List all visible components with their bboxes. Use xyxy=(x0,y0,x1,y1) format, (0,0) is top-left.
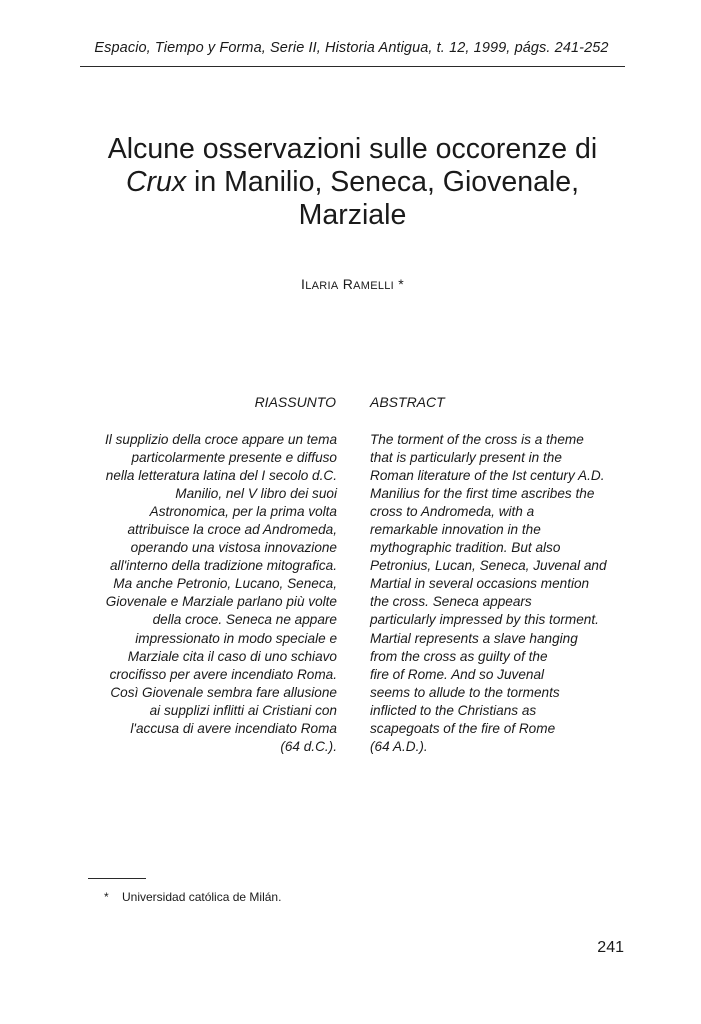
author-byline xyxy=(200,276,505,292)
abstract-line: mythographic tradition. But also xyxy=(370,540,561,556)
footnote-mark: * xyxy=(104,890,109,904)
abstract-line: Roman literature of the Ist century A.D. xyxy=(370,468,605,484)
footnote-rule xyxy=(88,878,146,879)
abstract-line: Petronius, Lucan, Seneca, Juvenal and xyxy=(370,558,607,574)
abstract-line: Martial in several occasions mention xyxy=(370,576,590,592)
abstract-line: particularly impressed by this torment. xyxy=(370,612,599,628)
riassunto-line: Ma anche Petronio, Lucano, Seneca, xyxy=(113,576,337,592)
title-line-3: Marziale xyxy=(298,199,407,231)
footnote xyxy=(104,890,281,904)
abstract-line: from the cross as guilty of the xyxy=(370,648,548,664)
abstract-line: cross to Andromeda, with a xyxy=(370,504,535,520)
riassunto-line: all'interno della tradizione mitografica. xyxy=(109,558,337,574)
riassunto-line: attribuisce la croce ad Andromeda, xyxy=(127,522,337,538)
riassunto-line: operando una vistosa innovazione xyxy=(130,540,337,556)
author-first-rest: LARIA xyxy=(305,280,339,292)
author-first-initial: I xyxy=(300,276,306,292)
riassunto-line: Così Giovenale sembra fare allusione xyxy=(110,684,337,700)
riassunto-line: Manilio, nel V libro dei suoi xyxy=(175,486,337,502)
article-title xyxy=(70,133,635,232)
riassunto-line: ai supplizi inflitti ai Cristiani con xyxy=(149,702,337,718)
abstract-line: that is particularly present in the xyxy=(370,450,562,466)
author-last-initial: R xyxy=(342,276,354,292)
abstract-line: the cross. Seneca appears xyxy=(370,594,532,610)
riassunto-line: Astronomica, per la prima volta xyxy=(149,504,337,520)
abstract-line: seems to allude to the torments xyxy=(370,684,560,700)
riassunto-heading: RIASSUNTO xyxy=(254,394,336,410)
title-line-2: in Manilio, Seneca, Giovenale, xyxy=(186,166,580,198)
riassunto-line: l'accusa di avere incendiato Roma xyxy=(130,720,337,736)
abstract-heading: ABSTRACT xyxy=(370,394,445,410)
author-footnote-mark: * xyxy=(394,276,404,292)
riassunto-line: particolarmente presente e diffuso xyxy=(131,450,337,466)
header-rule xyxy=(80,66,625,67)
riassunto-text xyxy=(70,431,337,756)
running-header: Espacio, Tiempo y Forma, Serie II, Historia Antigua, t. 12, 1999, págs. 241-252 xyxy=(94,40,609,56)
abstract-line: Martial represents a slave hanging xyxy=(370,630,578,646)
riassunto-line: Giovenale e Marziale parlano più volte xyxy=(105,594,337,610)
abstract-line: inflicted to the Christians as xyxy=(370,702,537,718)
abstract-line: fire of Rome. And so Juvenal xyxy=(370,666,545,682)
title-line-1: Alcune osservazioni sulle occorenze di xyxy=(107,133,598,165)
riassunto-line: Il supplizio della croce appare un tema xyxy=(105,432,337,447)
abstract-line: Manilius for the first time ascribes the xyxy=(370,486,595,502)
abstract-line: scapegoats of the fire of Rome xyxy=(370,720,556,736)
page-number: 241 xyxy=(597,939,624,956)
abstract-text xyxy=(370,431,632,756)
footnote-text: Universidad católica de Milán. xyxy=(122,890,282,904)
author-last-rest: AMELLI xyxy=(353,280,395,292)
abstract-line: (64 A.D.). xyxy=(370,738,428,754)
title-crux-italic: Crux xyxy=(125,166,187,198)
riassunto-line: nella letteratura latina del I secolo d.C. xyxy=(105,468,337,484)
riassunto-line: (64 d.C.). xyxy=(280,738,337,754)
riassunto-line: Marziale cita il caso di uno schiavo xyxy=(127,648,337,664)
riassunto-line: crocifisso per avere incendiato Roma. xyxy=(109,666,337,682)
riassunto-line: della croce. Seneca ne appare xyxy=(152,612,337,628)
riassunto-line: impressionato in modo speciale e xyxy=(135,630,337,646)
abstract-line: remarkable innovation in the xyxy=(370,522,541,538)
abstract-line: The torment of the cross is a theme xyxy=(370,432,584,447)
